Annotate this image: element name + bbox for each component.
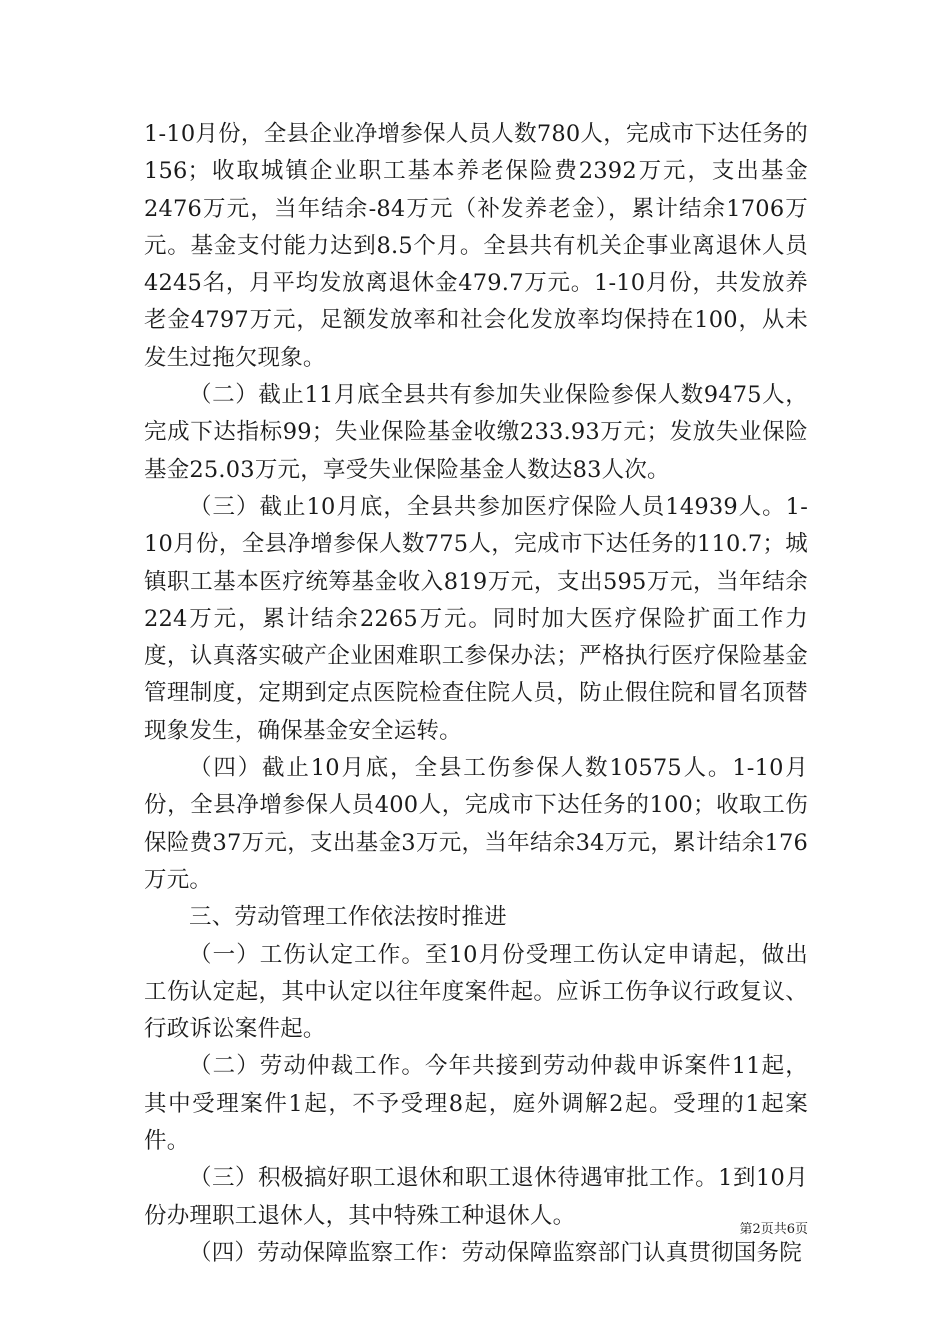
paragraph-medical-insurance: （三）截止10月底，全县共参加医疗保险人员14939人。1-10月份，全县净增参保人数775人，完成市下达任务的110.7；城镇职工基本医疗统筹基金收入819万元，支出595万元，当年结余224万元，累计结余2265万元。同时加大医疗保险扩面工作力度，认真落实破产企业困难职工参保办法；严格执行医疗保险基金管理制度，定期到定点医院检查住院人员，防止假住院和冒名顶替现象发生，确保基金安全运转。 xyxy=(144,493,808,744)
paragraph-labor-inspection: （四）劳动保障监察工作：劳动保障监察部门认真贯彻国务院 xyxy=(189,1239,802,1266)
paragraph-unemployment-insurance: （二）截止11月底全县共有参加失业保险参保人数9475人，完成下达指标99；失业保险基金收缴233.93万元；发放失业保险基金25.03万元，享受失业保险基金人数达83人次。 xyxy=(144,382,808,483)
page-footer: 第2页共6页 xyxy=(739,1222,808,1237)
paragraph-work-injury-insurance: （四）截止10月底，全县工伤参保人数10575人。1-10月份，全县净增参保人员400人，完成市下达任务的100；收取工伤保险费37万元，支出基金3万元，当年结余34万元，累计结余176万元。 xyxy=(144,755,808,893)
paragraph-labor-arbitration: （二）劳动仲裁工作。今年共接到劳动仲裁申诉案件11起，其中受理案件1起，不予受理8起，庭外调解2起。受理的1起案件。 xyxy=(144,1053,808,1155)
document-body xyxy=(144,116,808,1272)
section-heading-labor-management: 三、劳动管理工作依法按时推进 xyxy=(189,904,507,931)
paragraph-retirement-approval: （三）积极搞好职工退休和职工退休待遇审批工作。1到10月份办理职工退休人，其中特殊工种退休人。 xyxy=(144,1165,808,1229)
paragraph-pension-summary: 1-10月份，全县企业净增参保人员人数780人，完成市下达任务的156；收取城镇企业职工基本养老保险费2392万元，支出基金2476万元，当年结余-84万元（补发养老金），累计结余1706万元。基金支付能力达到8.5个月。全县共有机关企事业离退休人员4245名，月平均发放离退休金479.7万元。1-10月份，共发放养老金4797万元，足额发放率和社会化发放率均保持在100，从未发生过拖欠现象。 xyxy=(144,121,808,371)
paragraph-work-injury-recognition: （一）工伤认定工作。至10月份受理工伤认定申请起，做出工伤认定起，其中认定以往年度案件起。应诉工伤争议行政复议、行政诉讼案件起。 xyxy=(144,941,808,1043)
